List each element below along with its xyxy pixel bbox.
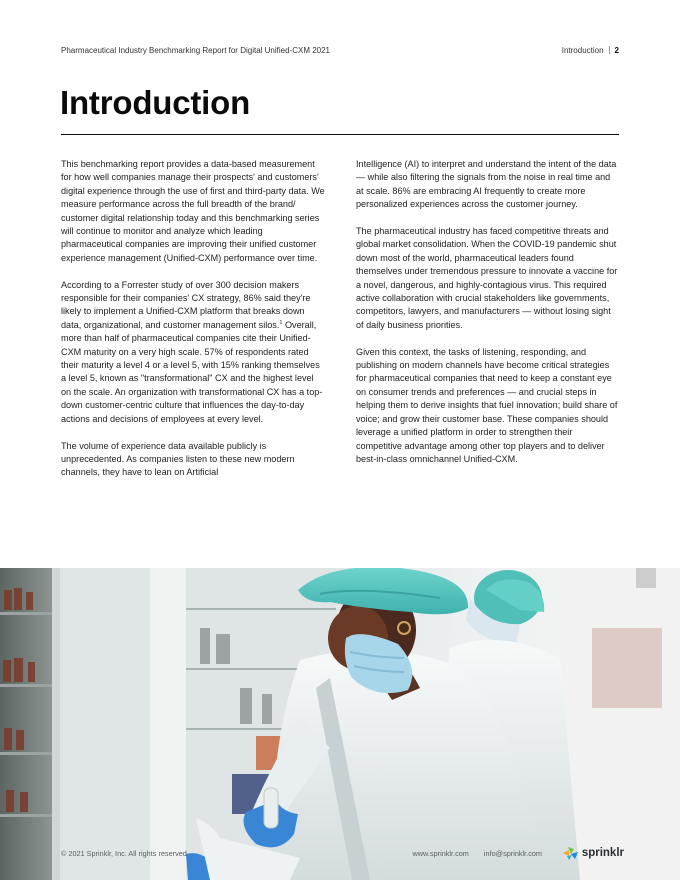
paragraph: The pharmaceutical industry has faced competitive threats and global market consolidation. When the COVID-19 pandemic shut down most of the world, pharmaceutical leaders found themselves under tremendous pressure to innovate a vaccine for a novel, dangerous, and highly-contagious virus. This required active collaboration with crucial stakeholders like governments, competitors, lawyers, and manufacturers — without losing sight of daily business priorities. [356, 226, 618, 330]
header-divider [609, 46, 610, 54]
lab-scientists-photo [0, 568, 680, 880]
footer-links [400, 849, 543, 858]
paragraph-text: According to a Forrester study of over 300 decision makers responsible for their companies' CX strategy, 86% said they're likely to implement a Unified-CXM platform that breaks down data, organizational, and customer management silos. [61, 279, 311, 330]
page-title: Introduction [60, 84, 251, 121]
page-number: 2 [614, 46, 619, 55]
right-text-column [356, 158, 620, 480]
left-text-column [61, 158, 325, 493]
page-header [61, 46, 619, 60]
header-section-info [562, 46, 619, 55]
page-footer [61, 848, 624, 864]
paragraph-text: Overall, more than half of pharmaceutical companies cite their Unified-CXM maturity on a very high scale. 57% of respondents rated their maturity a level 4 or a level 5, with 15% ranking themselves a level 5, known as "transformational" CX and the highest level on the scale. An organization with transformational CX has a top-down customer-centric culture that influences the day-to-day actions and decisions of employees at every level. [61, 319, 323, 424]
header-section-name: Introduction [561, 46, 604, 55]
paragraph: Intelligence (AI) to interpret and understand the intent of the data — while also filtering the signals from the noise in real time and at scale. 86% are embracing AI frequently to create more personalized experiences across the customer journey. [356, 159, 617, 210]
copyright-text: © 2021 Sprinklr, Inc. All rights reserved. [61, 849, 189, 858]
paragraph: The volume of experience data available publicly is unprecedented. As companies listen to these new modern channels, they have to lean on Artificial [61, 440, 295, 478]
sprinklr-logo-icon [563, 846, 579, 860]
document-title: Pharmaceutical Industry Benchmarking Report for Digital Unified-CXM 2021 [61, 46, 331, 55]
email-link[interactable]: info@sprinklr.com [483, 849, 542, 858]
sprinklr-logo [563, 846, 624, 860]
brand-name: sprinklr [581, 847, 624, 859]
title-divider [61, 134, 619, 135]
footnote-marker: 1 [279, 319, 283, 326]
paragraph [61, 279, 325, 426]
paragraph: This benchmarking report provides a data-based measurement for how well companies manage their prospects' and customers' digital experience through the use of first and third-party data. We measure performance across the full breadth of the brand/ customer digital relationship today and this benchmarking series will continue to monitor and analyze which leading pharmaceutical companies are improving their unified customer experience management (Unified-CXM) performance over time. [61, 159, 325, 263]
paragraph: Given this context, the tasks of listening, responding, and publishing on modern channels have become critical strategies for pharmaceutical companies that need to keep a constant eye on consumer trends and preferences — and crucial steps in helping them to derive insights that fuel innovation; build share of voice; and grow their customer base. These companies should leverage a unified platform in order to strengthen their competitive advantage among other top players and to deliver best-in-class omnichannel Unified-CXM. [356, 346, 618, 464]
website-link[interactable]: www.sprinklr.com [412, 849, 469, 858]
